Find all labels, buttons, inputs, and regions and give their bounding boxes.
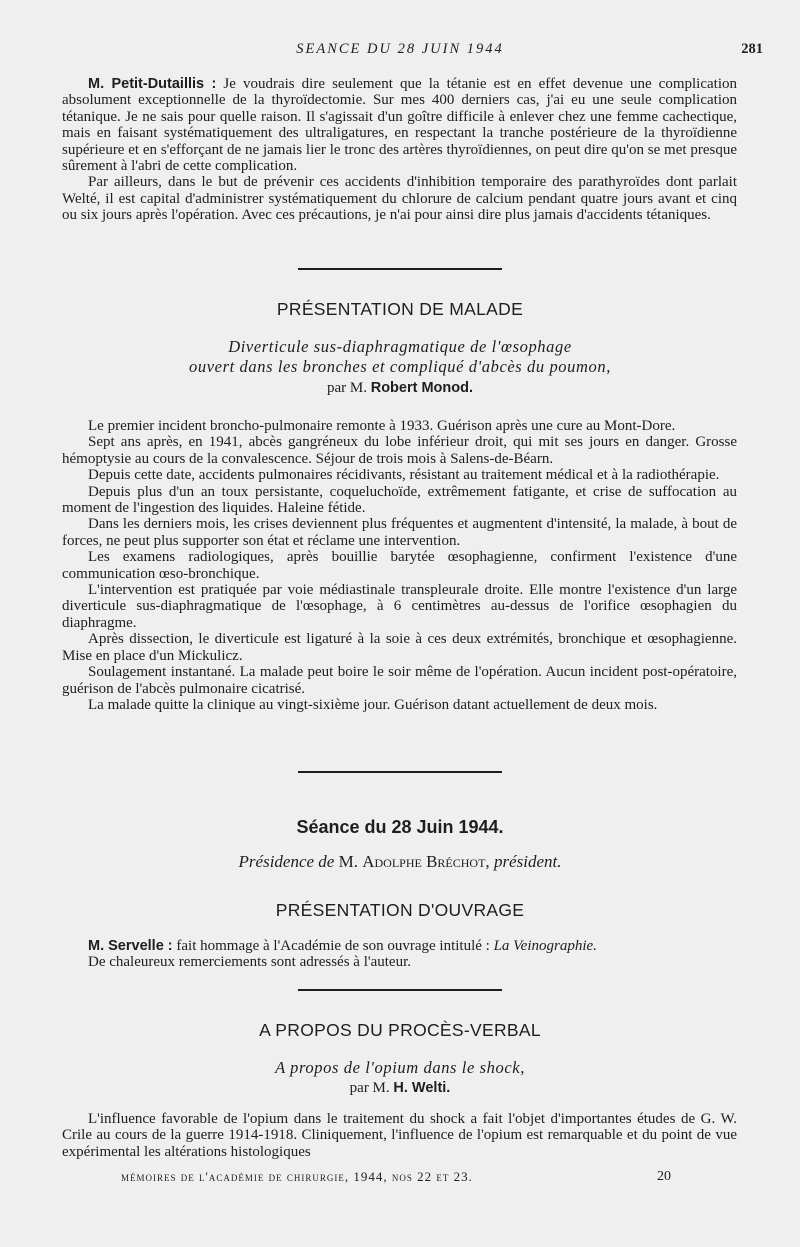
paragraph: Depuis plus d'un an toux persistante, coqueluchoïde, extrêmement fatigante, et crise de suffocation au moment de l'ingestion des liquides. Haleine fétide.	[62, 483, 737, 517]
header-title: SEANCE DU 28 JUIN 1944	[296, 41, 504, 57]
byline-prefix: par M.	[326, 380, 367, 396]
paragraph: De chaleureux remerciements sont adressés à l'auteur.	[88, 954, 411, 971]
section-heading: A PROPOS DU PROCÈS-VERBAL	[259, 1020, 541, 1040]
byline	[0, 380, 800, 397]
section-divider	[298, 989, 502, 991]
paragraph: Soulagement instantané. La malade peut boire le soir même de l'opération. Aucun incident post-opératoire, guérison de l'abcès pulmonaire cicatrisé.	[62, 664, 737, 697]
paragraph: Après dissection, le diverticule est ligaturé à la soie à ces deux extrémités, bronchique et œsophagienne. Mise en place d'un Mickulicz.	[62, 631, 737, 664]
author-name: Robert Monod.	[370, 380, 474, 396]
section-heading: PRÉSENTATION D'OUVRAGE	[275, 900, 525, 920]
paragraph: Depuis cette date, accidents pulmonaires récidivants, résistant au traitement médical et à la radiothérapie.	[88, 467, 720, 484]
byline	[0, 1080, 800, 1097]
session-title: Séance du 28 Juin 1944.	[296, 817, 504, 837]
president-name: Adolphe Bréchot,	[362, 852, 490, 871]
paragraph: La malade quitte la clinique au vingt-sixième jour. Guérison datant actuellement de deux mois.	[88, 696, 658, 713]
section-heading: PRÉSENTATION DE MALADE	[276, 299, 524, 319]
monod-article-body	[62, 418, 737, 713]
author-name: H. Welti.	[393, 1080, 451, 1096]
paragraph	[62, 938, 737, 954]
book-title: La Veinographie.	[493, 938, 597, 954]
footer-citation: mémoires de l'académie de chirurgie, 1944, nos 22 et 23.	[121, 1169, 473, 1184]
paragraph	[62, 76, 737, 174]
paragraph: Le premier incident broncho-pulmonaire remonte à 1933. Guérison après une cure au Mont-Dore.	[88, 418, 676, 434]
article-subtitle-line: ouvert dans les bronches et compliqué d'abcès du poumon,	[189, 357, 611, 376]
section-divider	[298, 268, 502, 270]
servelle-block	[62, 938, 737, 971]
paragraph: L'influence favorable de l'opium dans le traitement du shock a fait l'objet d'importantes études de G. W. Crile au cours de la guerre 1914-1918. Cliniquement, l'influence de l'opium est remarquable et du point de vue expérimental les altérations histologiques	[62, 1111, 737, 1160]
byline-prefix: par M.	[349, 1080, 390, 1096]
speaker-name: M. Servelle :	[88, 938, 173, 954]
presidence-m: M.	[338, 852, 358, 871]
presidence-line	[0, 852, 800, 872]
paragraph-text: fait hommage à l'Académie de son ouvrage intitulé :	[176, 938, 490, 954]
petit-dutaillis-block	[62, 76, 737, 224]
paragraph-text: Je voudrais dire seulement que la tétanie est en effet devenue une complication absolument exceptionnelle de la thyroïdectomie. Sur mes 400 derniers cas, j'ai eu une seule complication tétanique. Je ne sais pour quelle raison. Il s'agissait d'un goître difficile à enlever chez une femme cachectique, mais en faisant systématiquement des ultraligatures, en respectant la tranche postérieure de la thyroïdienne supérieure et en s'efforçant de ne jamais lier le tronc des artères thyroïdiennes, on peut dire qu'on se met presque sûrement à l'abri de cette complication.	[62, 76, 737, 175]
article-subtitle-line: Diverticule sus-diaphragmatique de l'œsophage	[228, 337, 572, 356]
paragraph: Dans les derniers mois, les crises deviennent plus fréquentes et augmentent d'intensité, la malade, à bout de forces, ne peut plus supporter son état et réclame une intervention.	[62, 516, 737, 549]
paragraph: Sept ans après, en 1941, abcès gangréneux du lobe inférieur droit, qui mit ses jours en danger. Grosse hémoptysie au cours de la convalescence. Séjour de trois mois à Salens-de-Béarn.	[62, 434, 737, 467]
speaker-name: M. Petit-Dutaillis :	[88, 76, 217, 92]
section-divider	[298, 771, 502, 773]
paragraph: Par ailleurs, dans le but de prévenir ces accidents d'inhibition temporaire des parathyroïdes dont parlait Welté, il est capital d'administrer systématiquement du chlorure de calcium pendant quatre jours avant et cinq ou six jours après l'opération. Avec ces précautions, je n'ai pour ainsi dire plus jamais d'accidents tétaniques.	[62, 174, 737, 224]
welti-article-body	[62, 1111, 737, 1160]
page-number: 281	[741, 41, 763, 57]
article-subtitle-line: A propos de l'opium dans le shock,	[275, 1058, 525, 1077]
paragraph: Les examens radiologiques, après bouillie barytée œsophagienne, confirment l'existence d'une communication œso-bronchique.	[62, 549, 737, 582]
presidence-suffix: président.	[493, 852, 562, 871]
running-header	[0, 41, 800, 63]
presidence-prefix: Présidence de	[238, 852, 335, 871]
paragraph: L'intervention est pratiquée par voie médiastinale transpleurale droite. Elle montre l'existence d'un large diverticule sus-diaphragmatique de l'œsophage, à 6 centimètres au-dessus de l'orifice œsophagien du diaphragme.	[62, 582, 737, 631]
footer-number: 20	[657, 1169, 671, 1184]
